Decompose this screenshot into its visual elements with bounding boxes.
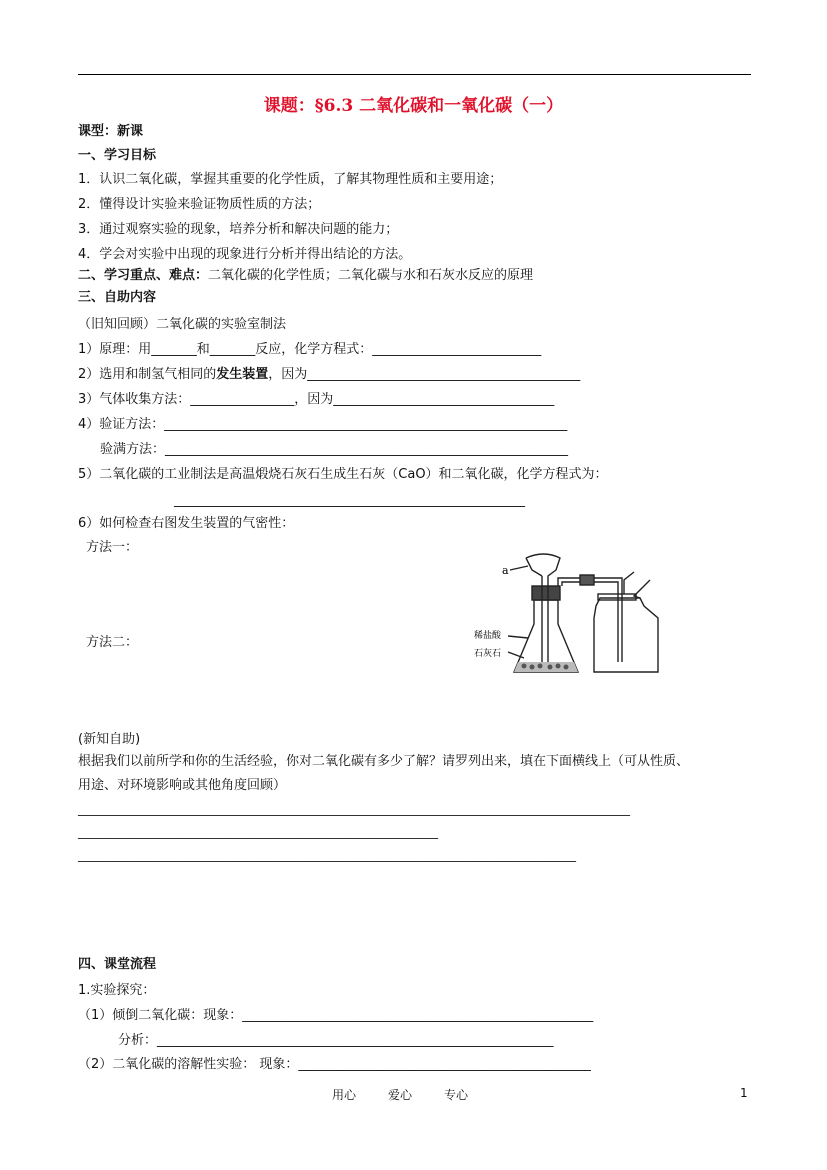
goal-item: 4．学会对实验中出现的现象进行分析并得出结论的方法。 xyxy=(78,247,412,262)
method-2-label: 方法二： xyxy=(86,635,139,650)
section-4-heading: 四、课堂流程 xyxy=(78,957,157,972)
question-1: 1）原理：用_______和_______反应，化学方程式：__________________________ xyxy=(78,342,542,357)
answer-line: ____________________________________________________________ xyxy=(78,825,438,839)
section-3-heading: 三、自助内容 xyxy=(78,290,157,305)
experiment-label: 1.实验探究： xyxy=(78,983,156,998)
question-6: 6）如何检查右图发生装置的气密性： xyxy=(78,516,295,531)
question-5-blank: ______________________________________________________ xyxy=(174,493,525,508)
question-5: 5）二氧化碳的工业制法是高温煅烧石灰石生成生石灰（CaO）和二氧化碳，化学方程式为： xyxy=(78,467,608,482)
section-1-heading: 一、学习目标 xyxy=(78,148,157,163)
label-a: a xyxy=(502,564,509,577)
footer-word: 用心 xyxy=(332,1088,357,1102)
experiment-1-analysis: 分析：_____________________________________________________________ xyxy=(118,1033,554,1048)
goal-item: 3．通过观察实验的现象，培养分析和解决问题的能力； xyxy=(78,222,399,237)
section-2-heading: 二、学习重点、难点： xyxy=(78,268,209,283)
question-2-bold: 发生装置 xyxy=(216,367,269,382)
label-dilute-hcl: 稀盐酸 xyxy=(474,631,502,641)
prompt-line-1: 根据我们以前所学和你的生活经验，你对二氧化碳有多少了解？请罗列出来，填在下面横线上（可从性质、 xyxy=(78,754,690,769)
new-knowledge-label: (新知自助) xyxy=(78,732,141,747)
question-2-pre: 2）选用和制氢气相同的 xyxy=(78,367,217,382)
page-number: 1 xyxy=(740,1086,748,1100)
header-rule xyxy=(78,74,751,75)
section-2-text: 二氧化碳的化学性质；二氧化碳与水和石灰水反应的原理 xyxy=(208,268,534,283)
question-3: 3）气体收集方法：________________，因为__________________________________ xyxy=(78,392,555,407)
review-label: （旧知回顾）二氧化碳的实验室制法 xyxy=(78,317,287,332)
question-4-full-check: 验满方法：______________________________________________________________ xyxy=(100,442,569,457)
question-4-verify: 4）验证方法：______________________________________________________________ xyxy=(78,417,568,432)
method-1-label: 方法一： xyxy=(86,540,139,555)
co2-generator-apparatus-figure xyxy=(472,552,672,682)
section-2-line xyxy=(78,267,533,285)
goal-item: 2．懂得设计实验来验证物质性质的方法； xyxy=(78,197,321,212)
goal-item: 1．认识二氧化碳，掌握其重要的化学性质，了解其物理性质和主要用途； xyxy=(78,172,503,187)
page-title: 课题：§6.3 二氧化碳和一氧化碳（一） xyxy=(263,96,564,116)
answer-line: ____________________________________________________________________________________________ xyxy=(78,802,630,816)
footer-word: 爱心 xyxy=(388,1088,413,1102)
question-2-post: ，因为__________________________________________ xyxy=(268,367,581,382)
answer-line: ___________________________________________________________________________________ xyxy=(78,848,576,862)
question-2 xyxy=(78,366,580,384)
lesson-type: 课型：新课 xyxy=(78,124,144,139)
footer-word: 专心 xyxy=(444,1088,469,1102)
prompt-line-2: 用途、对环境影响或其他角度回顾） xyxy=(78,778,287,793)
experiment-2: （2）二氧化碳的溶解性实验： 现象：_____________________________________________ xyxy=(78,1057,591,1072)
label-limestone: 石灰石 xyxy=(474,649,502,659)
experiment-1: （1）倾倒二氧化碳：现象：______________________________________________________ xyxy=(78,1008,594,1023)
